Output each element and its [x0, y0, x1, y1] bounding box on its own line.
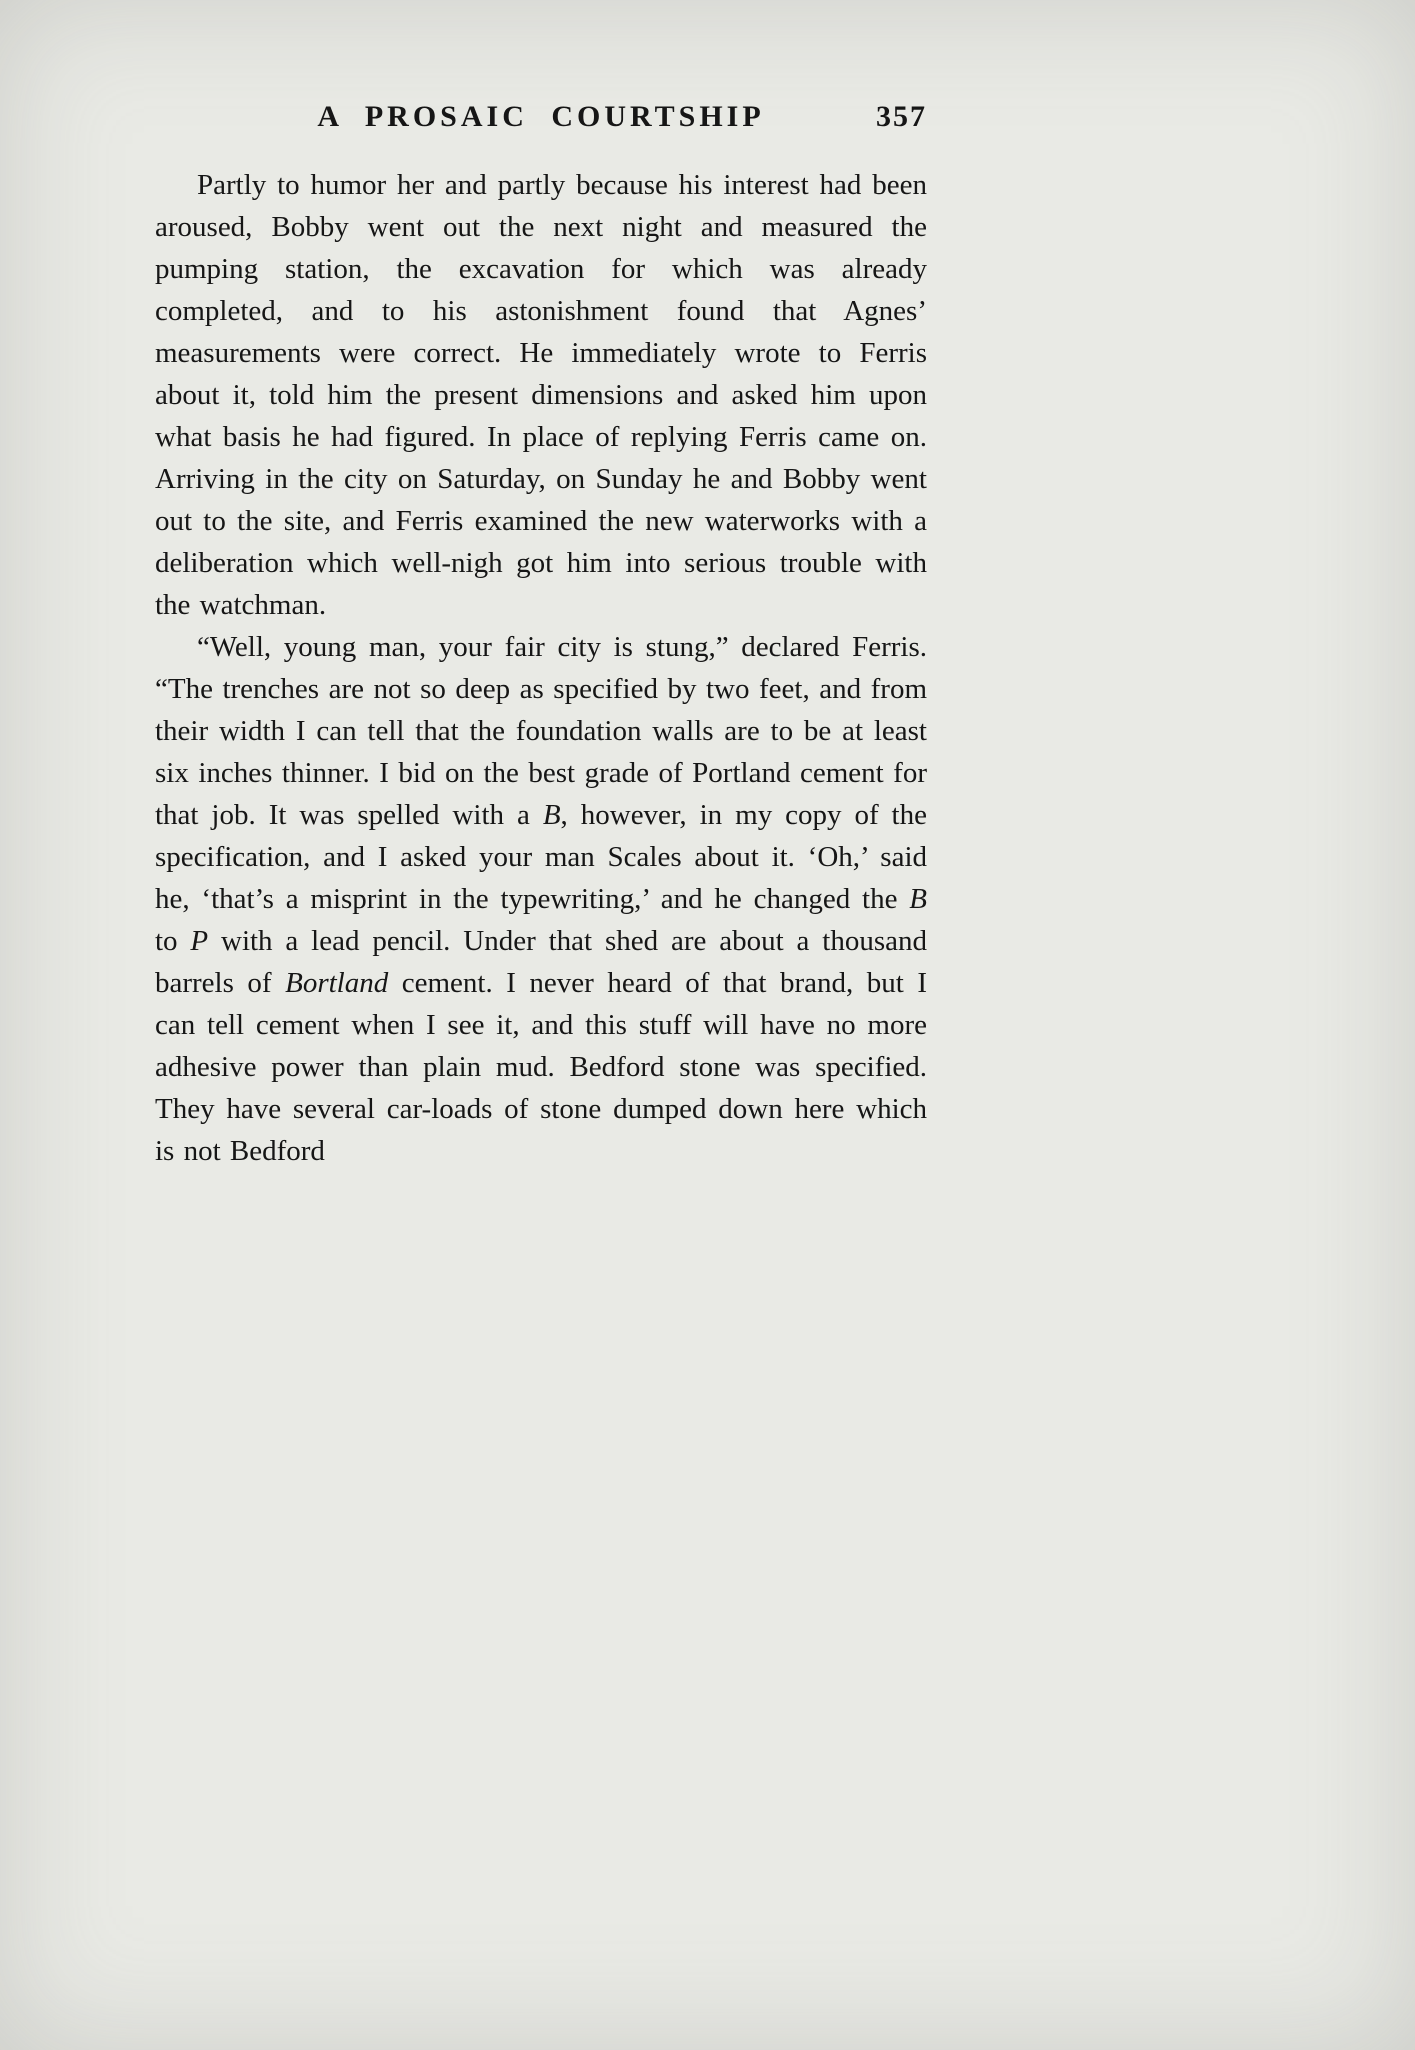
text-run: with a lead pencil. Under that shed are about a thousand barrels of: [155, 925, 927, 999]
body-text: [155, 164, 927, 1172]
text-run: “Well, young man, your fair city is stung,” declared Ferris. “The trenches are not so deep as specified by two feet, and from their width I can tell that the foundation walls are to be at least six inches thinner. I bid on the best grade of Portland cement for that job. It was spelled with a: [155, 631, 927, 831]
page-number: 357: [876, 100, 927, 133]
text-run: , however, in my copy of the specification, and I asked your man Scales about it. ‘Oh,’ said he, ‘that’s a misprint in the typewriting,’ and he changed the: [155, 799, 927, 915]
paragraph: [155, 164, 927, 626]
page-title: A PROSAIC COURTSHIP: [317, 100, 765, 133]
text-run: B: [542, 799, 561, 831]
page-header: [155, 100, 927, 146]
page-content: [155, 100, 927, 1172]
paragraph: [155, 626, 927, 1172]
text-run: P: [190, 925, 209, 957]
text-run: B: [909, 883, 927, 915]
text-run: cement. I never heard of that brand, but I can tell cement when I see it, and this stuff will have no more adhesive power than plain mud. Bedford stone was specified. They have several car-loads of stone dumped down here which is not Bedford: [155, 967, 927, 1167]
text-run: to: [155, 925, 191, 957]
text-run: Partly to humor her and partly because his interest had been aroused, Bobby went out the next night and measured the pumping station, the excavation for which was already completed, and to his astonishment found that Agnes’ measurements were correct. He immediately wrote to Ferris about it, told him the present dimensions and asked him upon what basis he had figured. In place of replying Ferris came on. Arriving in the city on Saturday, on Sunday he and Bobby went out to the site, and Ferris examined the new waterworks with a deliberation which well-nigh got him into serious trouble with the watchman.: [155, 169, 927, 621]
text-run: Bortland: [285, 967, 389, 999]
